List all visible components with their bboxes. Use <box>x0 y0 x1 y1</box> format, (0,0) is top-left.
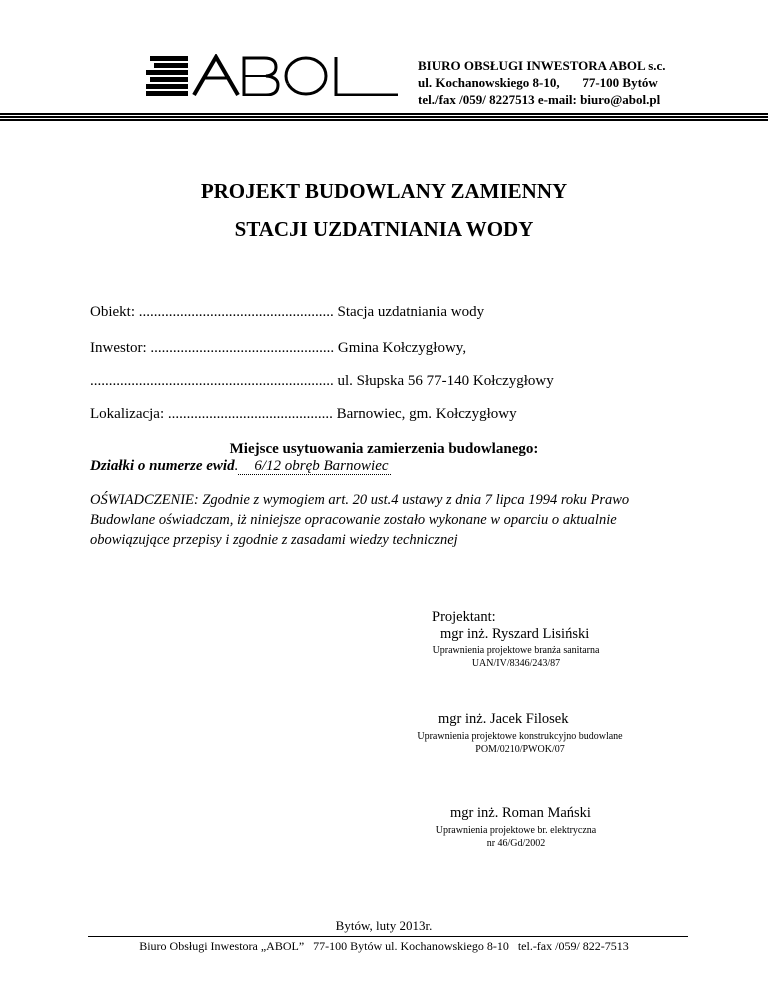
header-rule-1 <box>0 113 768 115</box>
logo-stacked-bars-icon <box>146 56 188 96</box>
signatory-1-number: UAN/IV/8346/243/87 <box>471 658 561 669</box>
header-rule-3 <box>0 119 768 121</box>
field-object-label: Obiekt: .................................................... <box>90 304 334 320</box>
field-investor-label: Inwestor: ................................................. <box>90 340 335 356</box>
plots-label: Działki o numerze ewid <box>90 458 235 474</box>
designer-label: Projektant: <box>432 609 496 625</box>
field-object-value: Stacja uzdatniania wody <box>333 304 485 320</box>
signatory-3-number: nr 46/Gd/2002 <box>486 838 546 849</box>
logo-text: ABOL <box>286 84 289 85</box>
abol-logo <box>146 54 398 96</box>
field-investor-address-value: ul. Słupska 56 77-140 Kołczygłowy <box>333 373 554 389</box>
field-investor-value: Gmina Kołczygłowy, <box>334 340 467 356</box>
location-heading: Miejsce usytuowania zamierzenia budowlanego: <box>229 441 539 457</box>
plots-value: 6/12 obręb Barnowiec <box>238 458 390 475</box>
title-line-2: STACJI UZDATNIANIA WODY <box>234 217 534 241</box>
footer-rule <box>88 936 688 937</box>
field-location-label: Lokalizacja: ............................................ <box>90 406 333 422</box>
company-address: ul. Kochanowskiego 8-10, 77-100 Bytów <box>418 75 658 90</box>
signatory-3-name: mgr inż. Roman Mański <box>450 805 591 821</box>
signatory-2-number: POM/0210/PWOK/07 <box>475 744 565 755</box>
logo-wordmark <box>194 57 398 95</box>
signatory-3-license: Uprawnienia projektowe br. elektryczna <box>435 825 597 836</box>
field-object <box>90 304 484 321</box>
field-investor-address <box>90 373 554 390</box>
place-date: Bytów, luty 2013r. <box>335 918 433 933</box>
signatory-1-license: Uprawnienia projektowe branża sanitarna <box>432 645 600 656</box>
signatory-2-name: mgr inż. Jacek Filosek <box>438 711 569 727</box>
header-rule-2 <box>0 116 768 118</box>
signatory-1-name: mgr inż. Ryszard Lisiński <box>440 626 590 642</box>
field-investor-address-label: ................................................................. <box>90 373 334 389</box>
company-name: BIURO OBSŁUGI INWESTORA ABOL s.c. <box>418 58 666 73</box>
signatory-2-license: Uprawnienia projektowe konstrukcyjno budowlane <box>417 731 623 742</box>
field-investor <box>90 340 466 357</box>
statement: OŚWIADCZENIE: Zgodnie z wymogiem art. 20 ust.4 ustawy z dnia 7 lipca 1994 roku Prawo Budowlane oświadczam, iż niniejsze opracowanie zostało wykonane w oparciu o aktualnie obowiązujące przepisy i zgodnie z zasadami wiedzy technicznej <box>90 492 630 548</box>
plots-line: Działki o numerze ewid. 6/12 obręb Barnowiec <box>90 458 389 474</box>
company-contact: tel./fax /059/ 8227513 e-mail: biuro@abol.pl <box>418 92 661 107</box>
footer-text: Biuro Obsługi Inwestora „ABOL” 77-100 Bytów ul. Kochanowskiego 8-10 tel.-fax /059/ 822-7513 <box>139 939 629 953</box>
field-location <box>90 406 517 423</box>
field-location-value: Barnowiec, gm. Kołczygłowy <box>332 406 517 422</box>
title-line-1: PROJEKT BUDOWLANY ZAMIENNY <box>200 179 568 203</box>
